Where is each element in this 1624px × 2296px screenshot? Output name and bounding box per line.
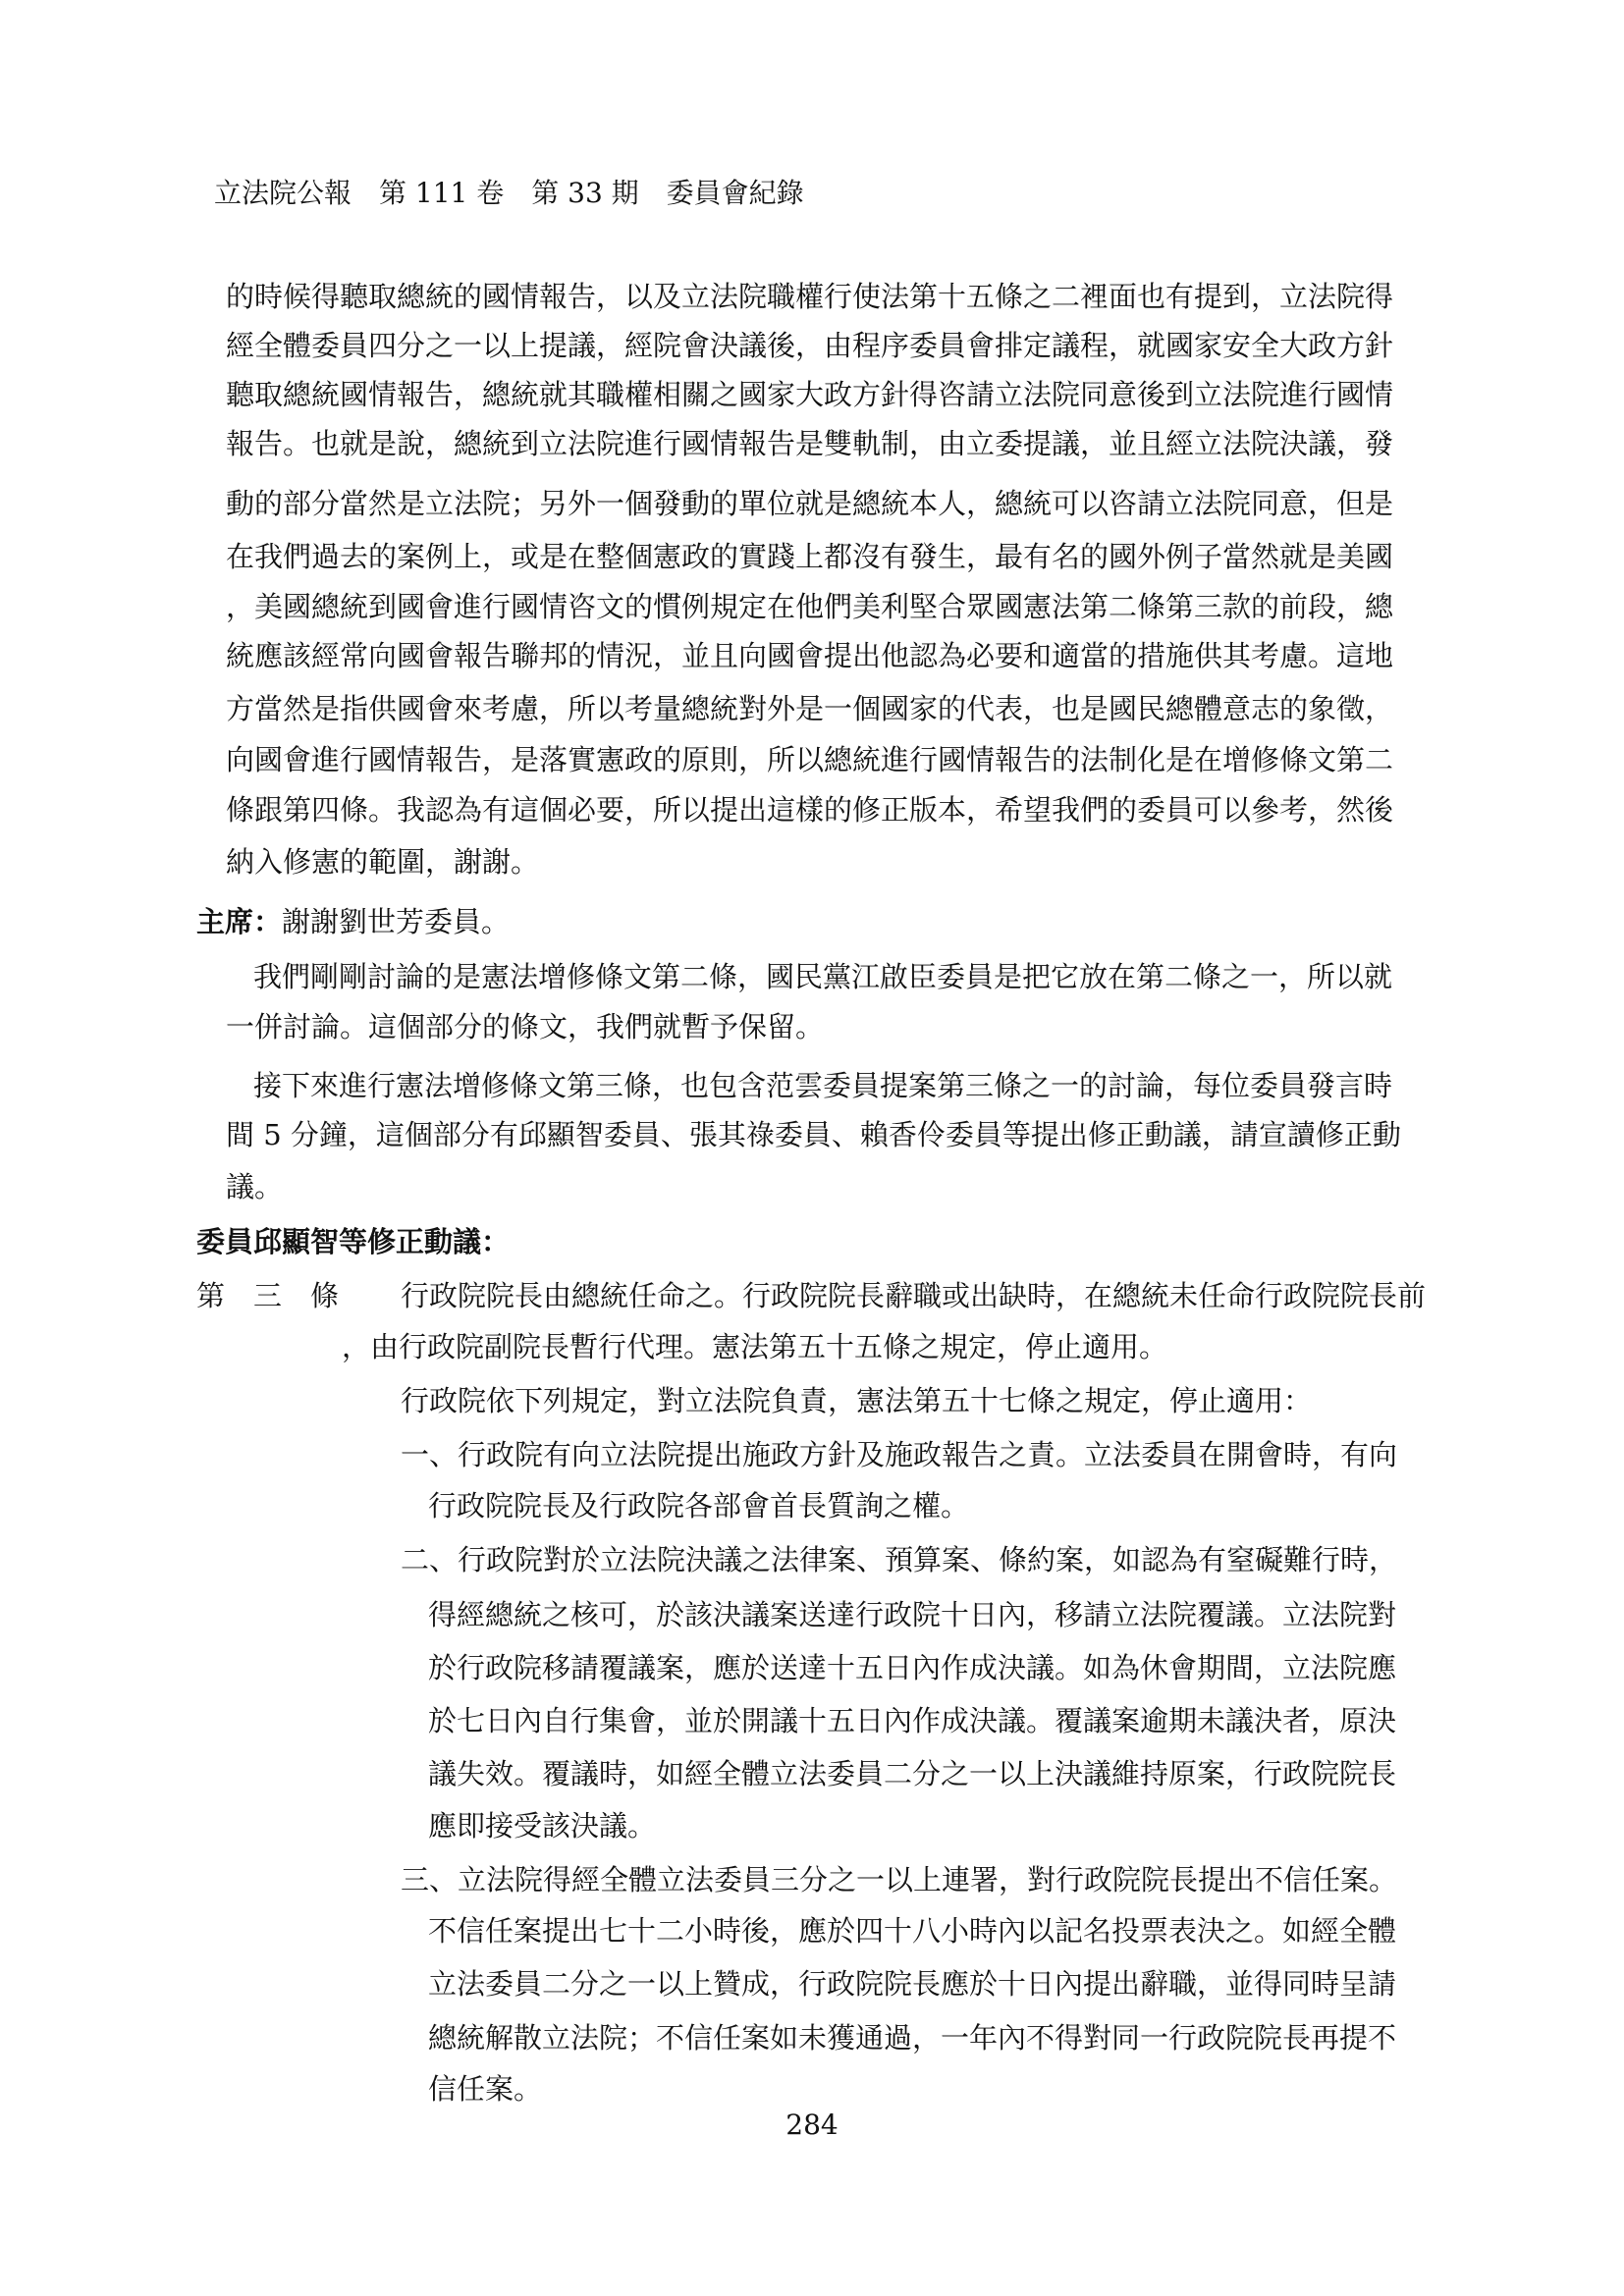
text-line: 的時候得聽取總統的國情報告，以及立法院職權行使法第十五條之二裡面也有提到，立法院得 (226, 280, 1394, 313)
text-line: 於七日內自行集會，並於開議十五日內作成決議。覆議案逾期未議決者，原決 (428, 1704, 1397, 1737)
text-line: 向國會進行國情報告，是落實憲政的原則，所以總統進行國情報告的法制化是在增修條文第二 (226, 743, 1394, 776)
text-line: 行政院院長由總統任命之。行政院院長辭職或出缺時，在總統未任命行政院院長前 (401, 1279, 1427, 1312)
text-line: ，美國總統到國會進行國情咨文的慣例規定在他們美利堅合眾國憲法第二條第三款的前段，總 (226, 590, 1394, 623)
text-line: 聽取總統國情報告，總統就其職權相關之國家大政方針得咨請立法院同意後到立法院進行國情 (226, 378, 1394, 411)
text-line: 於行政院移請覆議案，應於送達十五日內作成決議。如為休會期間，立法院應 (428, 1651, 1397, 1684)
text-line: 三、立法院得經全體立法委員三分之一以上連署，對行政院院長提出不信任案。 (401, 1863, 1398, 1896)
text-line: 統應該經常向國會報告聯邦的情況，並且向國會提出他認為必要和適當的措施供其考慮。這地 (226, 639, 1394, 672)
text-line: 應即接受該決議。 (428, 1809, 657, 1842)
text-line: 總統解散立法院；不信任案如未獲通過，一年內不得對同一行政院院長再提不 (428, 2021, 1397, 2055)
motion-title: 委員邱顯智等修正動議： (196, 1225, 511, 1258)
text-line: 方當然是指供國會來考慮，所以考量總統對外是一個國家的代表，也是國民總體意志的象徵， (226, 692, 1394, 725)
text-line: 接下來進行憲法增修條文第三條，也包含范雲委員提案第三條之一的討論，每位委員發言時 (253, 1069, 1393, 1102)
text-line: 立法委員二分之一以上贊成，行政院院長應於十日內提出辭職，並得同時呈請 (428, 1967, 1397, 2001)
text-line: ，由行政院副院長暫行代理。憲法第五十五條之規定，停止適用。 (342, 1330, 1168, 1363)
page-header: 立法院公報 第 111 卷 第 33 期 委員會紀錄 (214, 177, 804, 209)
text-line: 不信任案提出七十二小時後，應於四十八小時內以記名投票表決之。如經全體 (428, 1914, 1397, 1948)
text-line: 得經總統之核可，於該決議案送達行政院十日內，移請立法院覆議。立法院對 (428, 1598, 1397, 1631)
chair-text: 謝謝劉世芳委員。 (282, 905, 511, 938)
text-line: 議失效。覆議時，如經全體立法委員二分之一以上決議維持原案，行政院院長 (428, 1757, 1397, 1790)
text-line: 在我們過去的案例上，或是在整個憲政的實踐上都沒有發生，最有名的國外例子當然就是美國 (226, 540, 1394, 573)
text-line: 條跟第四條。我認為有這個必要，所以提出這樣的修正版本，希望我們的委員可以參考，然後 (226, 793, 1394, 827)
chair-line (196, 900, 510, 943)
text-line: 報告。也就是說，總統到立法院進行國情報告是雙軌制，由立委提議，並且經立法院決議，發 (226, 427, 1394, 460)
text-line: 動的部分當然是立法院；另外一個發動的單位就是總統本人，總統可以咨請立法院同意，但是 (226, 487, 1394, 520)
text-line: 行政院依下列規定，對立法院負責，憲法第五十七條之規定，停止適用： (401, 1384, 1313, 1417)
text-line: 一、行政院有向立法院提出施政方針及施政報告之責。立法委員在開會時，有向 (401, 1438, 1398, 1471)
text-line: 一併討論。這個部分的條文，我們就暫予保留。 (226, 1010, 825, 1043)
text-line: 二、行政院對於立法院決議之法律案、預算案、條約案，如認為有窒礙難行時， (401, 1543, 1398, 1576)
text-line: 經全體委員四分之一以上提議，經院會決議後，由程序委員會排定議程，就國家安全大政方針 (226, 329, 1394, 362)
text-line: 行政院院長及行政院各部會首長質詢之權。 (428, 1489, 970, 1522)
text-line: 信任案。 (428, 2072, 543, 2106)
chair-label: 主席： (196, 905, 283, 938)
page-number: 284 (785, 2109, 839, 2141)
text-line: 間 5 分鐘，這個部分有邱顯智委員、張其祿委員、賴香伶委員等提出修正動議，請宣讀修正動 (226, 1118, 1401, 1151)
text-line: 議。 (226, 1170, 284, 1203)
article-label: 第 三 條 (196, 1279, 340, 1312)
text-line: 我們剛剛討論的是憲法增修條文第二條，國民黨江啟臣委員是把它放在第二條之一，所以就 (253, 960, 1393, 993)
text-line: 納入修憲的範圍，謝謝。 (226, 845, 540, 879)
